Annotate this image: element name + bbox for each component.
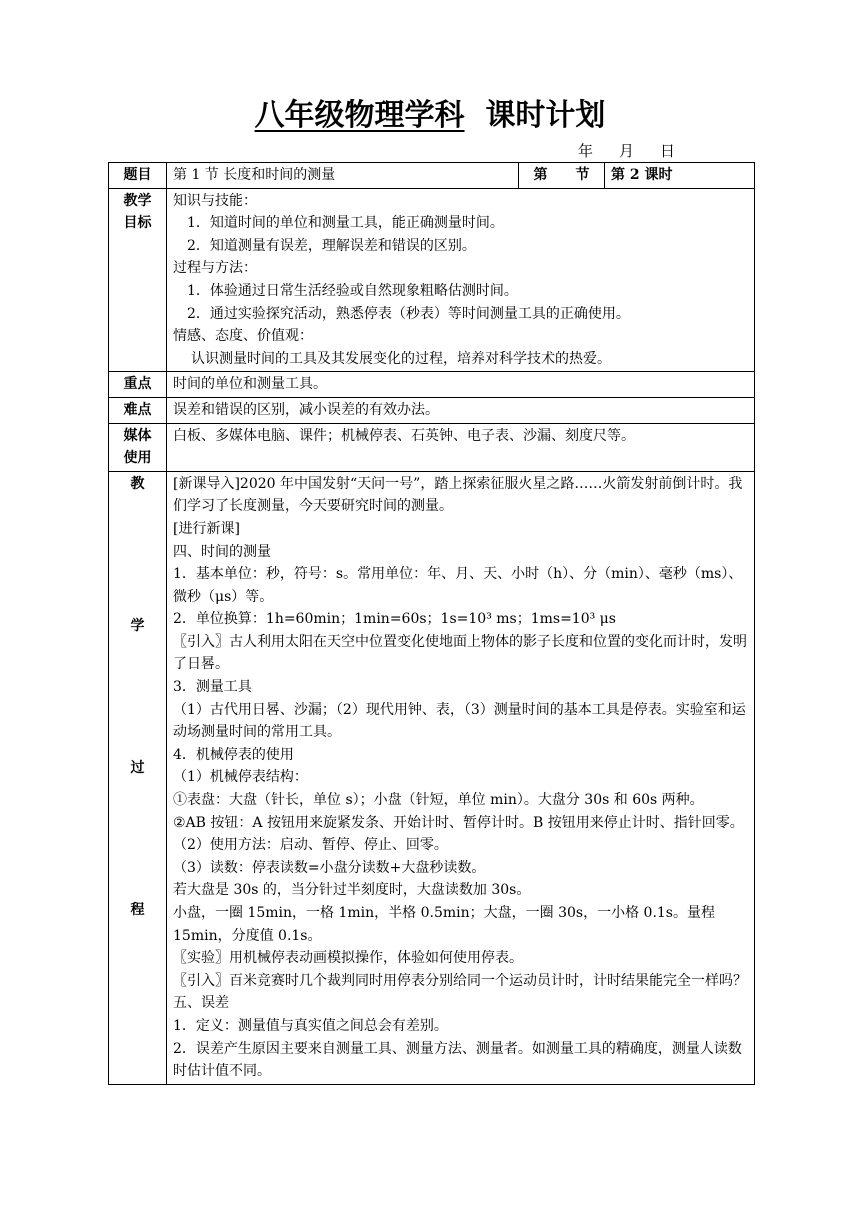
section-label: 第 节 — [519, 163, 605, 189]
process-line: 2．单位换算：1h=60min；1min=60s；1s=10³ ms；1ms=10³ μs — [173, 611, 616, 628]
objectives-label-b: 目标 — [123, 215, 152, 232]
objectives-label-a: 教学 — [123, 192, 152, 209]
topic-label: 题目 — [109, 163, 167, 189]
process-line: 四、时间的测量 — [173, 543, 271, 560]
media-label — [109, 423, 167, 471]
process-line: （1）古代用日晷、沙漏；（2）现代用钟、表，（3）测量时间的基本工具是停表。实验室和运动场测量时间的常用工具。 — [173, 701, 746, 741]
key-point-row — [109, 372, 755, 398]
process-line: [新课导入]2020 年中国发射“天问一号”，踏上探索征服火星之路……火箭发射前倒计时。我们学习了长度测量，今天要研究时间的测量。 — [173, 475, 743, 515]
objective-line: 认识测量时间的工具及其发展变化的过程，培养对科学技术的热爱。 — [191, 350, 611, 367]
process-line: （3）读数：停表读数=小盘分读数+大盘秒读数。 — [173, 859, 486, 876]
process-line: 1．定义：测量值与真实值之间总会有差别。 — [173, 1017, 448, 1034]
objectives-label — [109, 188, 167, 372]
objective-line: 1．知道时间的单位和测量工具，能正确测量时间。 — [187, 215, 504, 232]
process-line: 3．测量工具 — [173, 679, 252, 696]
objective-line: 1．体验通过日常生活经验或自然现象粗略估测时间。 — [187, 282, 518, 299]
process-line: 〖实验〗用机械停表动画模拟操作，体验如何使用停表。 — [173, 950, 523, 967]
objective-line: 知识与技能： — [173, 192, 257, 209]
objective-line: 2．通过实验探究活动，熟悉停表（秒表）等时间测量工具的正确使用。 — [187, 305, 630, 322]
process-line: ②AB 按钮：A 按钮用来旋紧发条、开始计时、暂停计时。B 按钮用来停止计时、指针回零。 — [173, 814, 744, 831]
process-line: 4．机械停表的使用 — [173, 746, 294, 763]
objectives-content — [167, 188, 755, 372]
process-label-char: 程 — [130, 901, 145, 918]
title-plan: 课时计划 — [485, 98, 606, 133]
process-label-char: 学 — [130, 617, 145, 634]
objectives-row — [109, 188, 755, 372]
process-line: （2）使用方法：启动、暂停、停止、回零。 — [173, 837, 448, 854]
media-row — [109, 423, 755, 471]
process-row — [109, 471, 755, 1084]
process-line: 2．误差产生原因主要来自测量工具、测量方法、测量者。如测量工具的精确度，测量人读数时估计值不同。 — [173, 1040, 742, 1080]
topic-row — [109, 163, 755, 189]
title-subject: 八年级物理学科 — [254, 98, 465, 133]
difficulty-value: 误差和错误的区别，减小误差的有效办法。 — [167, 397, 755, 423]
objective-line: 2．知道测量有误差，理解误差和错误的区别。 — [187, 237, 476, 254]
key-point-label: 重点 — [109, 372, 167, 398]
process-line: ①表盘：大盘（针长，单位 s）；小盘（针短，单位 min）。大盘分 30s 和 60s 两种。 — [173, 792, 704, 809]
process-line: 五、误差 — [173, 995, 229, 1012]
date-year: 年 — [578, 142, 594, 160]
page-title — [0, 96, 860, 136]
process-line: [进行新课] — [173, 520, 240, 537]
process-line: （1）机械停表结构： — [173, 769, 308, 786]
process-label-char: 过 — [130, 759, 145, 776]
lesson-plan-table — [108, 162, 755, 1085]
process-line: 1．基本单位：秒，符号：s。常用单位：年、月、天、小时（h）、分（min）、毫秒（ms）、微秒（μs）等。 — [173, 566, 743, 605]
date-month: 月 — [619, 142, 635, 160]
process-line: 〖引入〗百米竞赛时几个裁判同时用停表分别给同一个运动员计时，计时结果能完全一样吗？ — [173, 972, 747, 989]
lesson-value: 第 2 课时 — [605, 163, 755, 189]
topic-value: 第 1 节 长度和时间的测量 — [167, 163, 519, 189]
media-label-b: 使用 — [123, 450, 152, 467]
process-label — [109, 471, 167, 1084]
difficulty-label: 难点 — [109, 397, 167, 423]
process-line: 小盘，一圈 15min，一格 1min，半格 0.5min；大盘，一圈 30s，一小格 0.1s。量程 15min，分度值 0.1s。 — [173, 905, 715, 944]
process-line: 若大盘是 30s 的，当分针过半刻度时，大盘读数加 30s。 — [173, 882, 531, 899]
key-point-value: 时间的单位和测量工具。 — [167, 372, 755, 398]
media-label-a: 媒体 — [123, 427, 152, 444]
process-content — [167, 471, 755, 1084]
objective-line: 过程与方法： — [173, 260, 257, 277]
date-day: 日 — [660, 142, 676, 160]
process-label-char: 教 — [130, 475, 145, 492]
objective-line: 情感、态度、价值观： — [173, 328, 313, 345]
date-line — [578, 140, 718, 161]
media-value: 白板、多媒体电脑、课件；机械停表、石英钟、电子表、沙漏、刻度尺等。 — [167, 423, 755, 471]
process-line: 〖引入〗古人利用太阳在天空中位置变化使地面上物体的影子长度和位置的变化而计时，发明了日晷。 — [173, 633, 747, 673]
difficulty-row — [109, 397, 755, 423]
